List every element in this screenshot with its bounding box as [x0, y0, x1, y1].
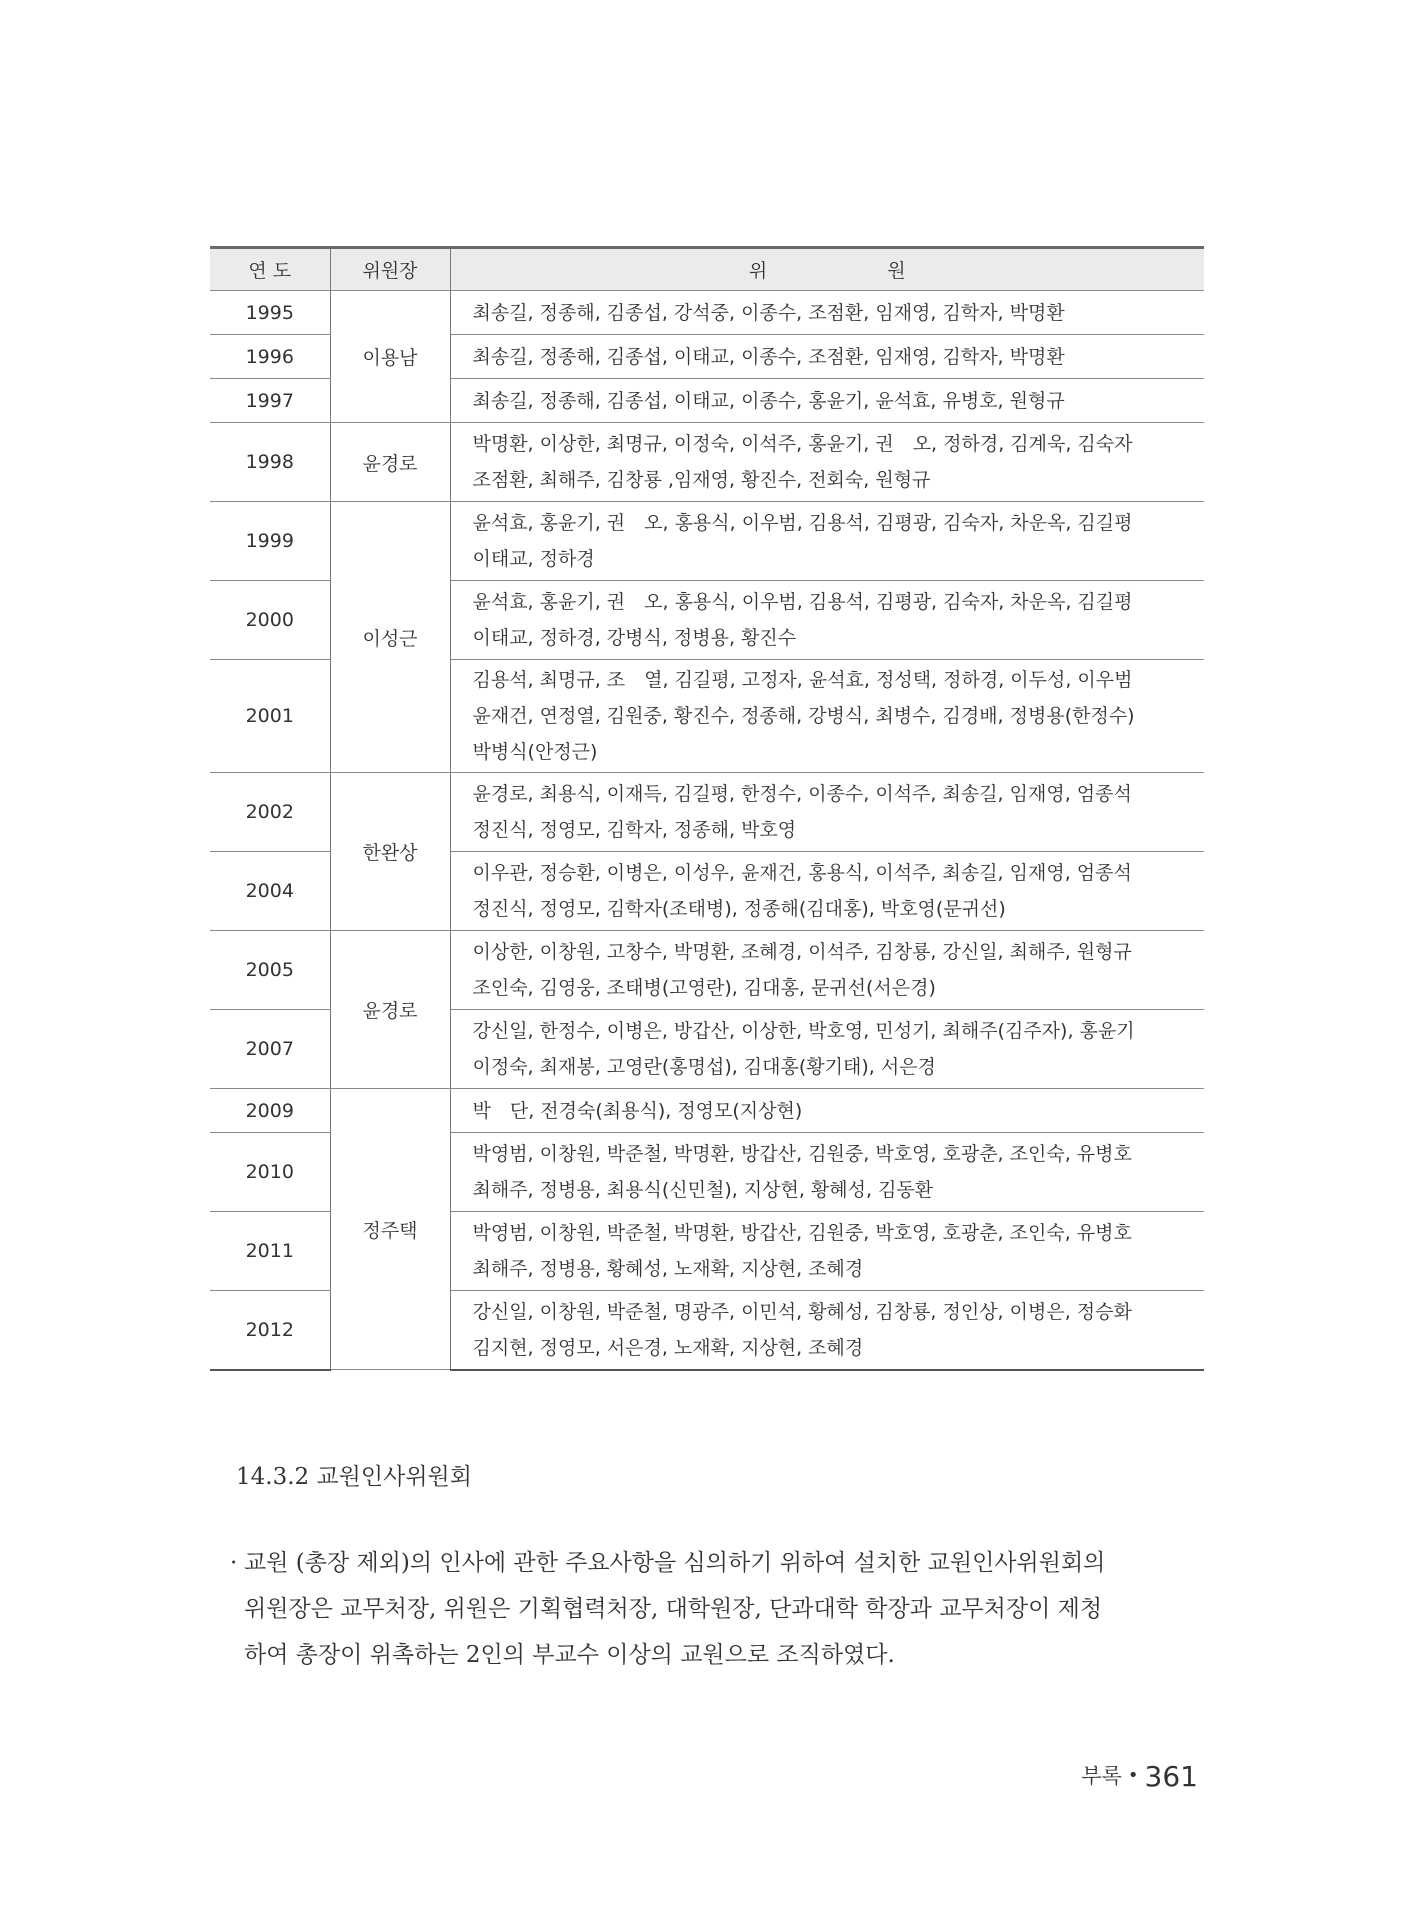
header-members: [450, 248, 1204, 291]
year-cell: 2009: [210, 1089, 330, 1133]
year-cell: 1998: [210, 423, 330, 502]
year-cell: 2001: [210, 660, 330, 773]
year-cell: 1999: [210, 502, 330, 581]
members-line: 최송길, 정종해, 김종섭, 이태교, 이종수, 조점환, 임재영, 김학자, 박명환: [472, 345, 1065, 368]
footer-separator: •: [1127, 1765, 1139, 1786]
members-line: 김용석, 최명규, 조 열, 김길평, 고정자, 윤석효, 정성택, 정하경, 이두성, 이우범: [472, 669, 1133, 691]
year-cell: 2007: [210, 1010, 330, 1089]
year-cell: 2005: [210, 931, 330, 1010]
members-cell: [450, 291, 1204, 335]
chair-cell: 이성근: [330, 502, 450, 773]
members-line: 최송길, 정종해, 김종섭, 이태교, 이종수, 홍윤기, 윤석효, 유병호, 원형규: [472, 389, 1065, 412]
paragraph-line: 교원 (총장 제외)의 인사에 관한 주요사항을 심의하기 위하여 설치한 교원인사위원회의: [244, 1550, 1106, 1576]
members-line: 이정숙, 최재봉, 고영란(홍명섭), 김대홍(황기태), 서은경: [472, 1056, 936, 1078]
table-row: [210, 1089, 1204, 1133]
header-members-left: 위: [748, 260, 768, 282]
members-cell: [450, 423, 1204, 502]
members-line: 이태교, 정하경, 강병식, 정병용, 황진수: [472, 627, 797, 649]
committee-history-table: [210, 246, 1204, 1371]
year-cell: 2004: [210, 852, 330, 931]
members-line: 박명환, 이상한, 최명규, 이정숙, 이석주, 홍윤기, 권 오, 정하경, 김계욱, 김숙자: [472, 433, 1133, 455]
page-number: 361: [1144, 1760, 1198, 1793]
year-cell: 1995: [210, 291, 330, 335]
year-cell: 1997: [210, 379, 330, 423]
bullet-mark: ·: [230, 1550, 238, 1576]
table-row: [210, 502, 1204, 581]
members-cell: [450, 852, 1204, 931]
members-cell: [450, 1291, 1204, 1370]
table-row: [210, 423, 1204, 502]
header-members-right: 원: [887, 260, 906, 282]
table-row: [210, 291, 1204, 335]
year-cell: 2012: [210, 1291, 330, 1370]
members-line: 김지현, 정영모, 서은경, 노재확, 지상현, 조혜경: [472, 1336, 864, 1359]
chair-cell: 한완상: [330, 773, 450, 931]
members-line: 박 단, 전경숙(최용식), 정영모(지상현): [472, 1099, 803, 1122]
members-cell: [450, 1010, 1204, 1089]
paragraph-line: 하여 총장이 위촉하는 2인의 부교수 이상의 교원으로 조직하였다.: [244, 1642, 895, 1668]
members-cell: [450, 1212, 1204, 1291]
members-line: 이태교, 정하경: [472, 548, 595, 570]
members-line: 윤재건, 연정열, 김원중, 황진수, 정종해, 강병식, 최병수, 김경배, 정병용(한정수): [472, 705, 1135, 727]
members-line: 강신일, 한정수, 이병은, 방갑산, 이상한, 박호영, 민성기, 최해주(김주자), 홍윤기: [472, 1020, 1135, 1042]
members-line: 조인숙, 김영웅, 조태병(고영란), 김대홍, 문귀선(서은경): [472, 977, 936, 999]
members-cell: [450, 502, 1204, 581]
members-cell: [450, 773, 1204, 852]
year-cell: 2011: [210, 1212, 330, 1291]
chair-cell: 윤경로: [330, 423, 450, 502]
members-cell: [450, 379, 1204, 423]
members-line: 윤경로, 최용식, 이재득, 김길평, 한정수, 이종수, 이석주, 최송길, 임재영, 엄종석: [472, 783, 1132, 805]
year-cell: 2000: [210, 581, 330, 660]
section-paragraph: [230, 1540, 1210, 1678]
members-line: 박병식(안정근): [472, 741, 598, 763]
members-line: 박영범, 이창원, 박준철, 박명환, 방갑산, 김원중, 박호영, 호광춘, 조인숙, 유병호: [472, 1143, 1132, 1165]
year-cell: 2002: [210, 773, 330, 852]
members-line: 최해주, 정병용, 황혜성, 노재확, 지상현, 조혜경: [472, 1258, 864, 1280]
members-cell: [450, 931, 1204, 1010]
header-year: 연 도: [210, 248, 330, 291]
table-row: [210, 931, 1204, 1010]
year-cell: 2010: [210, 1133, 330, 1212]
footer-label: 부록: [1081, 1764, 1122, 1788]
table-header-row: [210, 248, 1204, 291]
members-cell: [450, 1133, 1204, 1212]
members-cell: [450, 335, 1204, 379]
members-line: 이상한, 이창원, 고창수, 박명환, 조혜경, 이석주, 김창룡, 강신일, 최해주, 원형규: [472, 941, 1132, 963]
year-cell: 1996: [210, 335, 330, 379]
members-cell: [450, 660, 1204, 773]
paragraph-line: 위원장은 교무처장, 위원은 기획협력처장, 대학원장, 단과대학 학장과 교무처장이 제청: [244, 1596, 1103, 1622]
members-cell: [450, 1089, 1204, 1133]
members-line: 강신일, 이창원, 박준철, 명광주, 이민석, 황혜성, 김창룡, 정인상, 이병은, 정승화: [472, 1300, 1132, 1323]
members-cell: [450, 581, 1204, 660]
section-heading: 14.3.2 교원인사위원회: [236, 1464, 472, 1490]
members-line: 박영범, 이창원, 박준철, 박명환, 방갑산, 김원중, 박호영, 호광춘, 조인숙, 유병호: [472, 1222, 1132, 1244]
members-line: 조점환, 최해주, 김창룡 ,임재영, 황진수, 전회숙, 원형규: [472, 469, 931, 491]
chair-cell: 이용남: [330, 291, 450, 423]
chair-cell: 정주택: [330, 1089, 450, 1370]
table-row: [210, 773, 1204, 852]
members-line: 최송길, 정종해, 김종섭, 강석중, 이종수, 조점환, 임재영, 김학자, 박명환: [472, 301, 1065, 324]
members-line: 최해주, 정병용, 최용식(신민철), 지상현, 황혜성, 김동환: [472, 1179, 934, 1201]
members-line: 윤석효, 홍윤기, 권 오, 홍용식, 이우범, 김용석, 김평광, 김숙자, 차운옥, 김길평: [472, 512, 1133, 534]
header-chair: 위원장: [330, 248, 450, 291]
members-line: 윤석효, 홍윤기, 권 오, 홍용식, 이우범, 김용석, 김평광, 김숙자, 차운옥, 김길평: [472, 591, 1133, 613]
members-line: 이우관, 정승환, 이병은, 이성우, 윤재건, 홍용식, 이석주, 최송길, 임재영, 엄종석: [472, 862, 1132, 884]
page-footer: [1081, 1760, 1198, 1793]
chair-cell: 윤경로: [330, 931, 450, 1089]
members-line: 정진식, 정영모, 김학자(조태병), 정종해(김대홍), 박호영(문귀선): [472, 898, 1006, 920]
members-line: 정진식, 정영모, 김학자, 정종해, 박호영: [472, 819, 797, 841]
